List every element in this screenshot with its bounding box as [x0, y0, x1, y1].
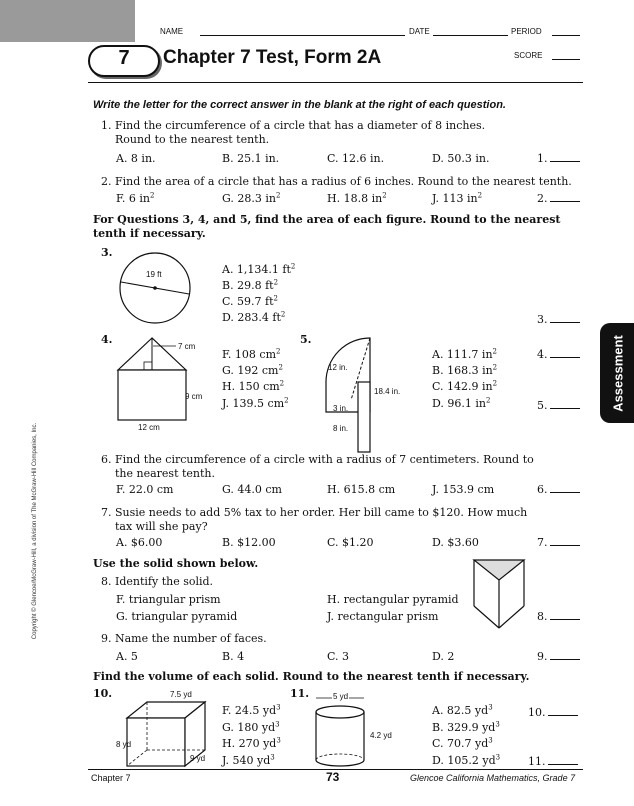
- q5-radius-label: 12 in.: [328, 363, 348, 372]
- q2-option-j: J. 113 $in^2$: [432, 191, 483, 205]
- q5-width-label: 3 in.: [333, 404, 349, 413]
- q8-answer-blank[interactable]: 8.: [537, 610, 580, 623]
- q6-text-line1: Find the circumference of a circle with a radius of 7 centimeters. Round to: [115, 453, 534, 466]
- q4-option-h: H. 150 $cm^2$: [222, 379, 285, 393]
- q7-number: 7.: [101, 506, 112, 519]
- q11-answer-blank[interactable]: 11.: [528, 755, 578, 768]
- q5-option-c: C. 142.9 $in^2$: [432, 379, 498, 393]
- q9-answer-blank[interactable]: 9.: [537, 650, 580, 663]
- corner-decoration-diagonal: [115, 0, 135, 42]
- instructions: Write the letter for the correct answer in the blank at the right of each question.: [93, 99, 506, 111]
- assessment-tab-label: Assessment: [610, 335, 626, 412]
- q1-text-line2: Round to the nearest tenth.: [115, 133, 270, 146]
- q10-option-f: F. 24.5 $yd^3$: [222, 703, 281, 717]
- q11-option-a: A. 82.5 $yd^3$: [432, 703, 493, 717]
- q8-text: Identify the solid.: [115, 575, 214, 588]
- period-label: PERIOD: [511, 27, 542, 36]
- name-label: NAME: [160, 27, 184, 36]
- q11-cylinder-figure: [312, 692, 372, 772]
- q10-depth-label: 9 yd: [190, 754, 206, 763]
- page-title: Chapter 7 Test, Form 2A: [163, 47, 382, 68]
- q9-option-a: A. 5: [116, 650, 138, 663]
- q4-blank-line[interactable]: [550, 348, 580, 358]
- copyright-text: Copyright © Glencoe/McGraw-Hill, a division of The McGraw-Hill Companies, Inc.: [32, 422, 38, 640]
- q8-option-h: H. rectangular pyramid: [327, 593, 459, 606]
- q4-option-j: J. 139.5 $cm^2$: [222, 396, 289, 410]
- q8-blank-line[interactable]: [550, 610, 580, 620]
- q4-option-g: G. 192 $cm^2$: [222, 363, 283, 377]
- q1-option-b: B. 25.1 in.: [222, 152, 280, 165]
- q5-option-d: D. 96.1 $in^2$: [432, 396, 491, 410]
- q3-blank-line[interactable]: [550, 313, 580, 323]
- q11-number: 11.: [290, 687, 310, 700]
- q3-answer-blank[interactable]: 3.: [537, 313, 580, 326]
- q5-option-b: B. 168.3 $in^2$: [432, 363, 498, 377]
- q10-number: 10.: [93, 687, 113, 700]
- q5-number: 5.: [300, 333, 312, 346]
- q3-option-a: A. 1,134.1 $ft^2$: [222, 262, 296, 276]
- q6-option-g: G. 44.0 cm: [222, 483, 282, 496]
- footer-publisher: Glencoe California Mathematics, Grade 7: [410, 773, 576, 783]
- q1-option-d: D. 50.3 in.: [432, 152, 490, 165]
- q8-option-f: F. triangular prism: [116, 593, 221, 606]
- q2-blank-line[interactable]: [550, 192, 580, 202]
- q3-option-d: D. 283.4 $ft^2$: [222, 310, 286, 324]
- q6-option-j: J. 153.9 cm: [432, 483, 495, 496]
- q4-option-f: F. 108 $cm^2$: [222, 347, 281, 361]
- q10-answer-blank[interactable]: 10.: [528, 706, 578, 719]
- section3-heading: Find the volume of each solid. Round to the nearest tenth if necessary.: [93, 670, 530, 683]
- q8-number: 8.: [101, 575, 112, 588]
- q4-number: 4.: [101, 333, 113, 346]
- q10-blank-line[interactable]: [548, 706, 578, 716]
- q9-option-d: D. 2: [432, 650, 455, 663]
- q7-text-line2: tax will she pay?: [115, 520, 208, 533]
- period-line: [552, 35, 580, 36]
- q11-blank-line[interactable]: [548, 755, 578, 765]
- q10-option-g: G. 180 $yd^3$: [222, 720, 280, 734]
- q7-option-a: A. $6.00: [116, 536, 163, 549]
- q11-option-b: B. 329.9 $yd^3$: [432, 720, 500, 734]
- chapter-number: 7: [118, 47, 130, 69]
- date-label: DATE: [409, 27, 430, 36]
- q3-option-c: C. 59.7 $ft^2$: [222, 294, 278, 308]
- q11-top-label: 5 yd: [333, 692, 349, 701]
- q10-option-j: J. 540 $yd^3$: [222, 753, 275, 767]
- q5-option-a: A. 111.7 $in^2$: [432, 347, 497, 361]
- score-label: SCORE: [514, 51, 543, 60]
- q7-answer-blank[interactable]: 7.: [537, 536, 580, 549]
- q9-option-b: B. 4: [222, 650, 245, 663]
- q1-blank-label: 1.: [537, 152, 548, 165]
- q7-option-d: D. $3.60: [432, 536, 479, 549]
- q1-blank-line[interactable]: [550, 152, 580, 162]
- q3-number: 3.: [101, 246, 113, 259]
- q7-text-line1: Susie needs to add 5% tax to her order. Her bill came to $120. How much: [115, 506, 528, 519]
- q11-option-c: C. 70.7 $yd^3$: [432, 736, 493, 750]
- q1-number: 1.: [101, 119, 112, 132]
- q8-option-g: G. triangular pyramid: [116, 610, 238, 623]
- q6-answer-blank[interactable]: 6.: [537, 483, 580, 496]
- q2-option-h: H. 18.8 $in^2$: [327, 191, 387, 205]
- q5-height-label: 18.4 in.: [374, 387, 401, 396]
- q2-option-g: G. 28.3 $in^2$: [222, 191, 281, 205]
- q3-circle-figure: [113, 252, 203, 324]
- section1-line1: For Questions 3, 4, and 5, find the area of each figure. Round to the nearest: [93, 213, 561, 226]
- title-rule: [88, 82, 583, 83]
- q10-top-label: 7.5 yd: [170, 690, 192, 699]
- q4-side-label: 9 cm: [185, 392, 203, 401]
- q9-text: Name the number of faces.: [115, 632, 267, 645]
- section2-heading: Use the solid shown below.: [93, 557, 259, 570]
- q4-height-label: 7 cm: [178, 342, 196, 351]
- q2-text: Find the area of a circle that has a radius of 6 inches. Round to the nearest tenth.: [115, 175, 572, 188]
- q7-option-b: B. $12.00: [222, 536, 276, 549]
- q11-height-label: 4.2 yd: [370, 731, 392, 740]
- q5-blank-line[interactable]: [550, 399, 580, 409]
- q3-option-b: B. 29.8 $ft^2$: [222, 278, 279, 292]
- q10-option-h: H. 270 $yd^3$: [222, 736, 281, 750]
- q6-blank-line[interactable]: [550, 483, 580, 493]
- q7-option-c: C. $1.20: [327, 536, 374, 549]
- q2-option-f: F. 6 $in^2$: [116, 191, 155, 205]
- q1-answer-blank[interactable]: [537, 152, 580, 165]
- q4-base-label: 12 cm: [138, 423, 160, 432]
- q2-number: 2.: [101, 175, 112, 188]
- q1-option-c: C. 12.6 in.: [327, 152, 385, 165]
- q1-option-a: A. 8 in.: [116, 152, 156, 165]
- footer-chapter: Chapter 7: [91, 773, 131, 783]
- q9-option-c: C. 3: [327, 650, 350, 663]
- q5-answer-blank[interactable]: 5.: [537, 399, 580, 412]
- page-number: 73: [326, 770, 340, 784]
- q3-diameter-label: 19 ft: [146, 270, 162, 279]
- section1-line2: tenth if necessary.: [93, 227, 206, 240]
- q11-option-d: D. 105.2 $yd^3$: [432, 753, 501, 767]
- date-line: [433, 35, 508, 36]
- q6-option-h: H. 615.8 cm: [327, 483, 396, 496]
- q9-number: 9.: [101, 632, 112, 645]
- q7-blank-line[interactable]: [550, 536, 580, 546]
- q6-number: 6.: [101, 453, 112, 466]
- q8-triangular-prism-figure: [470, 556, 528, 632]
- q6-text-line2: the nearest tenth.: [115, 467, 216, 480]
- score-line: [552, 59, 580, 60]
- q8-option-j: J. rectangular prism: [327, 610, 439, 623]
- q2-answer-blank[interactable]: 2.: [537, 192, 580, 205]
- q1-text-line1: Find the circumference of a circle that has a diameter of 8 inches.: [115, 119, 486, 132]
- q9-blank-line[interactable]: [550, 650, 580, 660]
- name-line: [200, 35, 405, 36]
- q4-answer-blank[interactable]: 4.: [537, 348, 580, 361]
- q6-option-f: F. 22.0 cm: [116, 483, 174, 496]
- q5-bottom-label: 8 in.: [333, 424, 349, 433]
- q10-side-label: 8 yd: [116, 740, 132, 749]
